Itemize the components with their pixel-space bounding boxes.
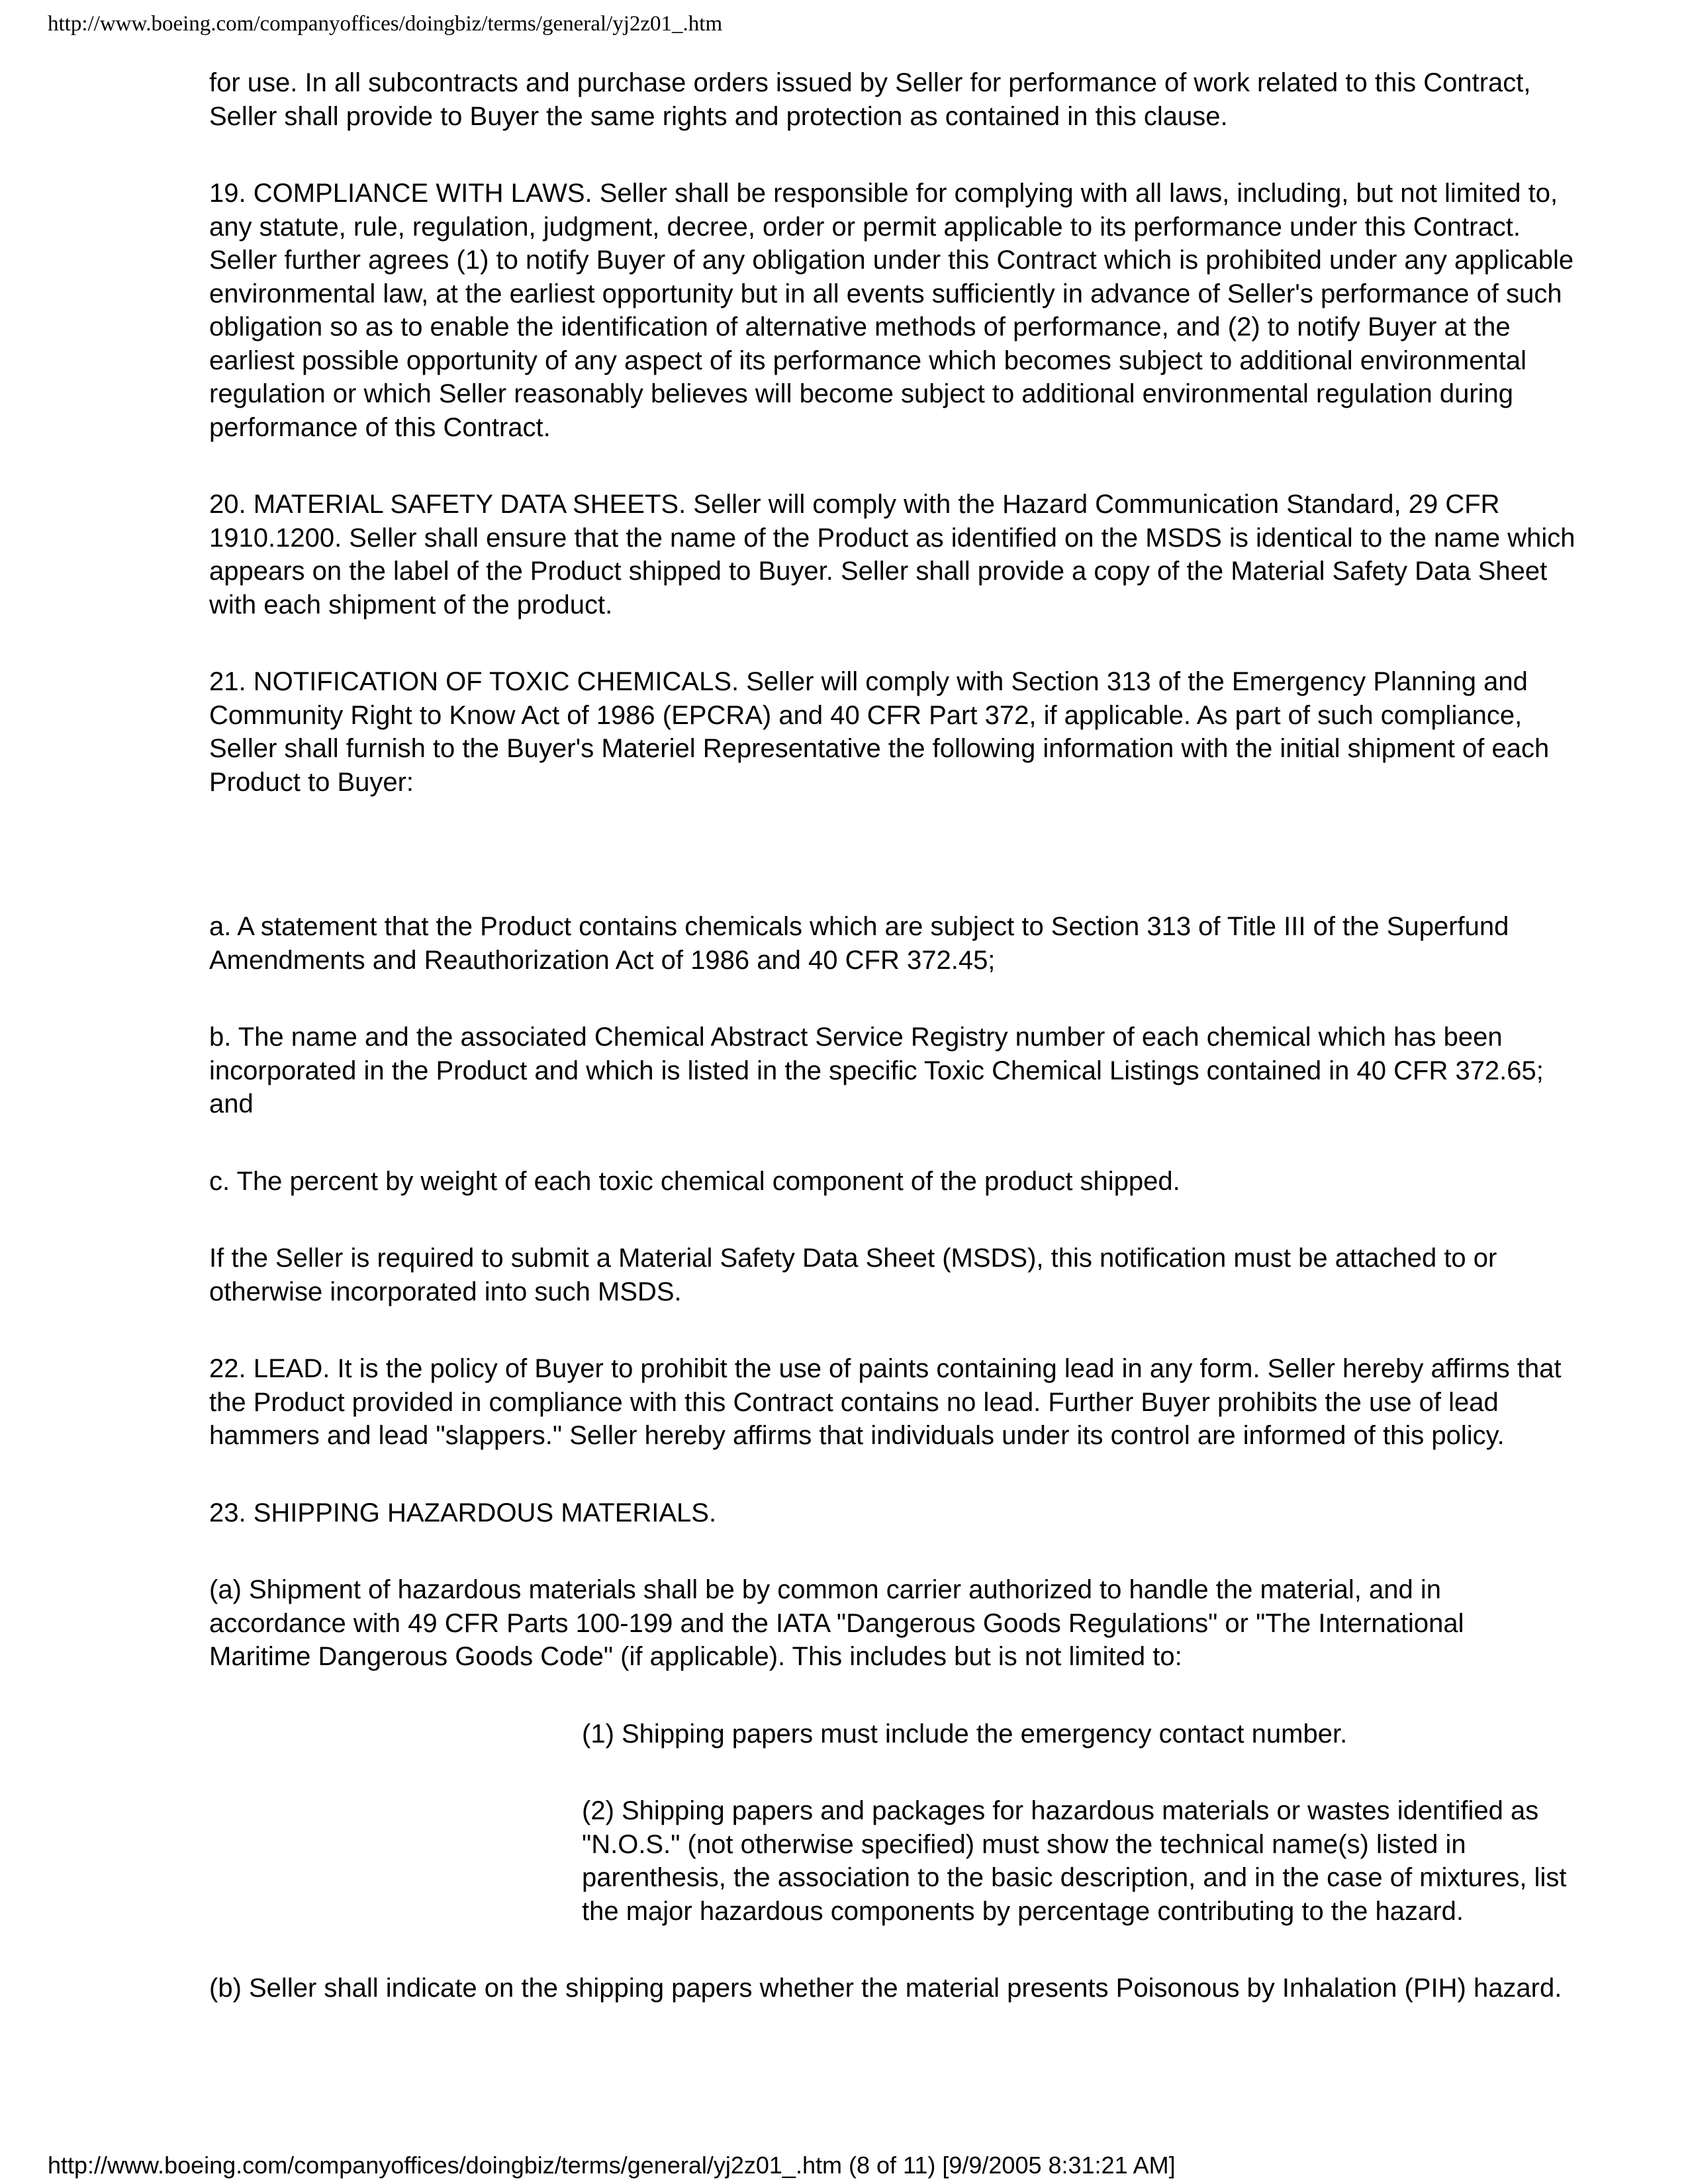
section-23-item-a-1: (1) Shipping papers must include the emergency contact number. xyxy=(582,1719,1348,1749)
section-21-item-a: a. A statement that the Product contains chemicals which are subject to Section 313 of Title III of the Superfund Amendments and Reauthorization Act of 1986 and 40 CFR 372.45; xyxy=(209,912,1509,975)
footer-url: http://www.boeing.com/companyoffices/doingbiz/terms/general/yj2z01_.htm (8 of 11) [9/9/2005 8:31:21 AM] xyxy=(48,2152,1176,2179)
section-23-item-a-2: (2) Shipping papers and packages for hazardous materials or wastes identified as "N.O.S." (not otherwise specified) must show the technical name(s) listed in parenthesis, the association to the basic description, and in the case of mixtures, list the major hazardous components by percentage contributing to the hazard. xyxy=(582,1796,1567,1926)
header-url: http://www.boeing.com/companyoffices/doingbiz/terms/general/yj2z01_.htm xyxy=(48,12,723,36)
paragraph-intro: for use. In all subcontracts and purchase orders issued by Seller for performance of work related to this Contract, Seller shall provide to Buyer the same rights and protection as contained in this clause. xyxy=(209,68,1531,131)
section-21-item-c: c. The percent by weight of each toxic chemical component of the product shipped. xyxy=(209,1166,1180,1196)
section-22-lead: 22. LEAD. It is the policy of Buyer to prohibit the use of paints containing lead in any form. Seller hereby affirms that the Product provided in compliance with this Contract contains no lead. Further Buyer prohibits the use of lead hammers and lead "slappers." Seller hereby affirms that individuals under its control are informed of this policy. xyxy=(209,1354,1562,1450)
section-23-item-b: (b) Seller shall indicate on the shipping papers whether the material presents Poisonous by Inhalation (PIH) hazard. xyxy=(209,1974,1562,2003)
section-23-item-a: (a) Shipment of hazardous materials shall be by common carrier authorized to handle the material, and in accordance with 49 CFR Parts 100-199 and the IATA "Dangerous Goods Regulations" or "The International Maritime Dangerous Goods Code" (if applicable). This includes but is not limited to: xyxy=(209,1575,1464,1671)
section-21-item-b: b. The name and the associated Chemical Abstract Service Registry number of each chemical which has been incorporated in the Product and which is listed in the specific Toxic Chemical Listings contained in 40 CFR 372.65; and xyxy=(209,1023,1544,1118)
section-20-material-safety-data-sheets: 20. MATERIAL SAFETY DATA SHEETS. Seller will comply with the Hazard Communication Standard, 29 CFR 1910.1200. Seller shall ensure that the name of the Product as identified on the MSDS is identical to the name which appears on the label of the Product shipped to Buyer. Seller shall provide a copy of the Material Safety Data Sheet with each shipment of the product. xyxy=(209,490,1575,619)
document-body xyxy=(209,66,1672,2005)
section-21-msds-note: If the Seller is required to submit a Material Safety Data Sheet (MSDS), this notification must be attached to or otherwise incorporated into such MSDS. xyxy=(209,1244,1497,1306)
section-19-compliance-with-laws: 19. COMPLIANCE WITH LAWS. Seller shall be responsible for complying with all laws, including, but not limited to, any statute, rule, regulation, judgment, decree, order or permit applicable to its performance under this Contract. Seller further agrees (1) to notify Buyer of any obligation under this Contract which is prohibited under any applicable environmental law, at the earliest opportunity but in all events sufficiently in advance of Seller's performance of such obligation so as to enable the identification of alternative methods of performance, and (2) to notify Buyer at the earliest possible opportunity of any aspect of its performance which becomes subject to additional environmental regulation or which Seller reasonably believes will become subject to additional environmental regulation during performance of this Contract. xyxy=(209,179,1574,442)
section-21-notification-of-toxic-chemicals: 21. NOTIFICATION OF TOXIC CHEMICALS. Seller will comply with Section 313 of the Emergency Planning and Community Right to Know Act of 1986 (EPCRA) and 40 CFR Part 372, if applicable. As part of such compliance, Seller shall furnish to the Buyer's Materiel Representative the following information with the initial shipment of each Product to Buyer: xyxy=(209,667,1550,797)
section-23-shipping-hazardous-materials: 23. SHIPPING HAZARDOUS MATERIALS. xyxy=(209,1498,717,1527)
